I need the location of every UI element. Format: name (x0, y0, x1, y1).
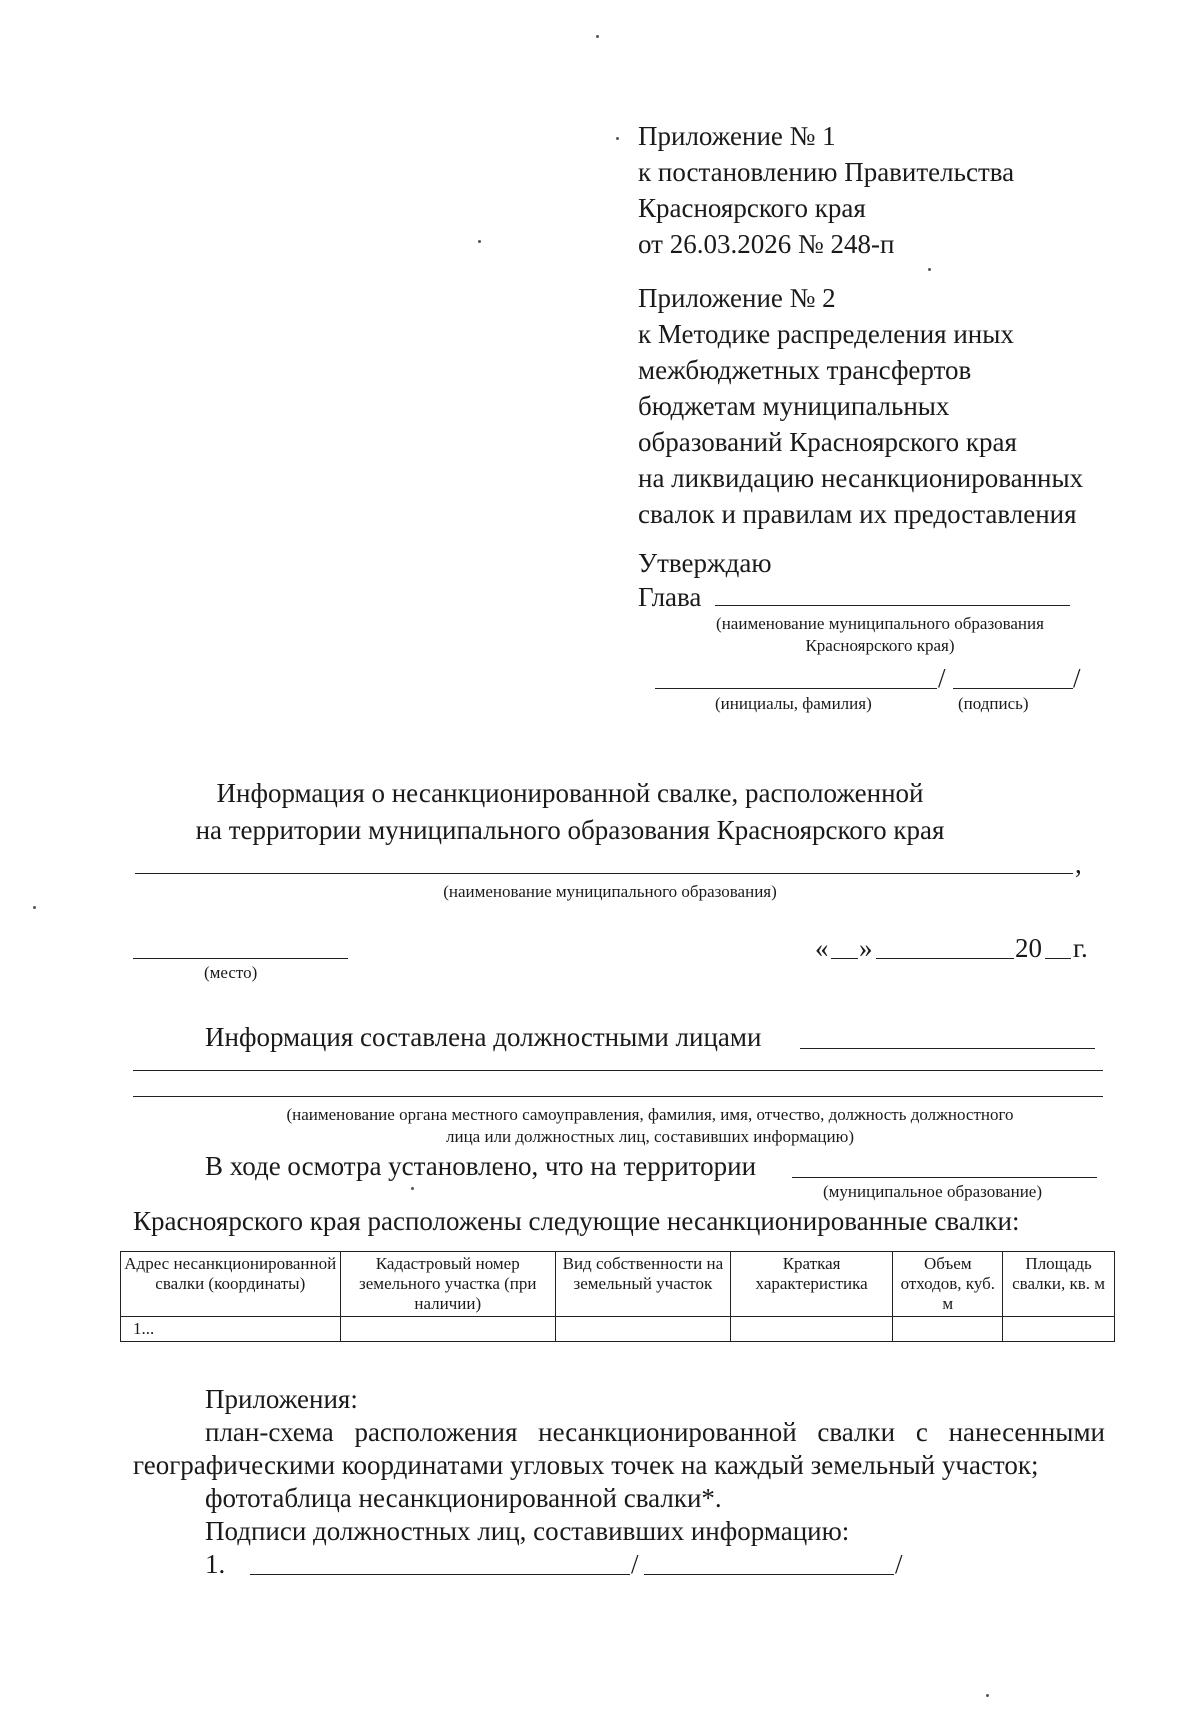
table-cell[interactable] (340, 1317, 555, 1342)
signature-name-line[interactable] (250, 1574, 630, 1575)
municipality-hint-1: (наименование муниципального образования (716, 614, 1044, 633)
annex2-line: образований Красноярского края (638, 427, 1017, 457)
attachment-item1-line1: план-схема расположения несанкционированной свалки с нанесенными (205, 1417, 1105, 1447)
annex1-block (638, 118, 1014, 262)
table-cell[interactable] (1003, 1317, 1115, 1342)
column-header-ownership: Вид собственности на земельный участок (555, 1252, 730, 1317)
scan-speck (986, 1694, 989, 1697)
scan-speck (411, 1187, 414, 1190)
year-suffix: г. (1073, 933, 1088, 963)
municipality-title-hint: (наименование муниципального образования) (443, 882, 777, 901)
attachment-item1-line2: географическими координатами угловых точек на каждый земельный участок; (133, 1450, 1039, 1480)
date-open-quote: « (815, 933, 829, 963)
column-header-area: Площадь свалки, кв. м (1003, 1252, 1115, 1317)
annex1-line2: к постановлению Правительства (638, 157, 1015, 187)
annex2-line: Приложение № 2 (638, 283, 836, 313)
signature-number: 1. (205, 1549, 226, 1579)
table-cell[interactable] (730, 1317, 893, 1342)
signature-slash: / (895, 1549, 903, 1579)
annex2-line: бюджетам муниципальных (638, 391, 950, 421)
signature-slash: / (631, 1549, 639, 1579)
scan-speck (928, 268, 931, 271)
signature-line[interactable] (953, 688, 1073, 689)
place-hint: (место) (204, 963, 258, 982)
compiled-hint-1: (наименование органа местного самоуправления, фамилия, имя, отчество, должность должностного (286, 1105, 1014, 1124)
annex1-line3: Красноярского края (638, 193, 866, 223)
municipality-title-line[interactable] (135, 873, 1073, 874)
attachments-heading: Приложения: (205, 1384, 358, 1414)
municipality-name-line[interactable] (715, 605, 1070, 606)
table-header-row (121, 1252, 1115, 1317)
scan-speck (478, 240, 481, 243)
place-line[interactable] (133, 958, 348, 959)
dumps-table (120, 1251, 1115, 1342)
approve-label: Утверждаю (638, 548, 772, 578)
annex2-line: межбюджетных трансфертов (638, 355, 972, 385)
column-header-description: Краткая характеристика (730, 1252, 893, 1317)
slash: / (1073, 663, 1081, 693)
signature-hint: (подпись) (958, 694, 1029, 713)
date-close-quote: » (859, 933, 873, 963)
initials-hint: (инициалы, фамилия) (715, 694, 872, 713)
compiled-line-3[interactable] (133, 1096, 1103, 1097)
table-cell[interactable] (893, 1317, 1003, 1342)
inspection-hint: (муниципальное образование) (823, 1182, 1042, 1201)
year-line[interactable] (1045, 958, 1071, 959)
document-title-line1: Информация о несанкционированной свалке, расположенной (216, 778, 924, 808)
annex1-line4: от 26.03.2026 № 248-п (638, 229, 895, 259)
slash: / (938, 663, 946, 693)
annex2-line: на ликвидацию несанкционированных (638, 463, 1084, 493)
annex1-line1: Приложение № 1 (638, 121, 836, 151)
table-cell[interactable]: 1... (121, 1317, 341, 1342)
initials-line[interactable] (655, 688, 937, 689)
column-header-address: Адрес несанкционированной свалки (координаты) (121, 1252, 341, 1317)
scan-speck (33, 906, 36, 909)
day-line[interactable] (831, 958, 858, 959)
annex2-line: к Методике распределения иных (638, 319, 1014, 349)
column-header-volume: Объем отходов, куб. м (893, 1252, 1003, 1317)
year-prefix: 20 (1015, 933, 1042, 963)
annex2-line: свалок и правилам их предоставления (638, 499, 1077, 529)
scan-speck (596, 35, 599, 38)
inspection-territory-line[interactable] (792, 1177, 1097, 1178)
head-label: Глава (638, 582, 702, 612)
compiled-text: Информация составлена должностными лицами (205, 1022, 762, 1052)
signature-sign-line[interactable] (644, 1574, 894, 1575)
column-header-cadastral: Кадастровый номер земельного участка (при наличии) (340, 1252, 555, 1317)
title-comma: , (1075, 849, 1082, 879)
attachment-item2: фототаблица несанкционированной свалки*. (205, 1483, 722, 1513)
table-row (121, 1317, 1115, 1342)
municipality-hint-2: Красноярского края) (805, 636, 955, 655)
compiled-line-2[interactable] (133, 1070, 1103, 1071)
scan-speck (616, 137, 619, 140)
compiled-line-1[interactable] (800, 1048, 1095, 1049)
signatures-heading: Подписи должностных лиц, составивших информацию: (205, 1516, 850, 1546)
inspection-text-2: Красноярского края расположены следующие несанкционированные свалки: (133, 1206, 1020, 1236)
annex2-block (638, 280, 1083, 532)
month-line[interactable] (876, 958, 1014, 959)
compiled-hint-2: лица или должностных лиц, составивших информацию) (446, 1127, 854, 1146)
document-title-line2: на территории муниципального образования Красноярского края (195, 815, 945, 845)
inspection-text: В ходе осмотра установлено, что на территории (205, 1151, 757, 1181)
table-cell[interactable] (555, 1317, 730, 1342)
